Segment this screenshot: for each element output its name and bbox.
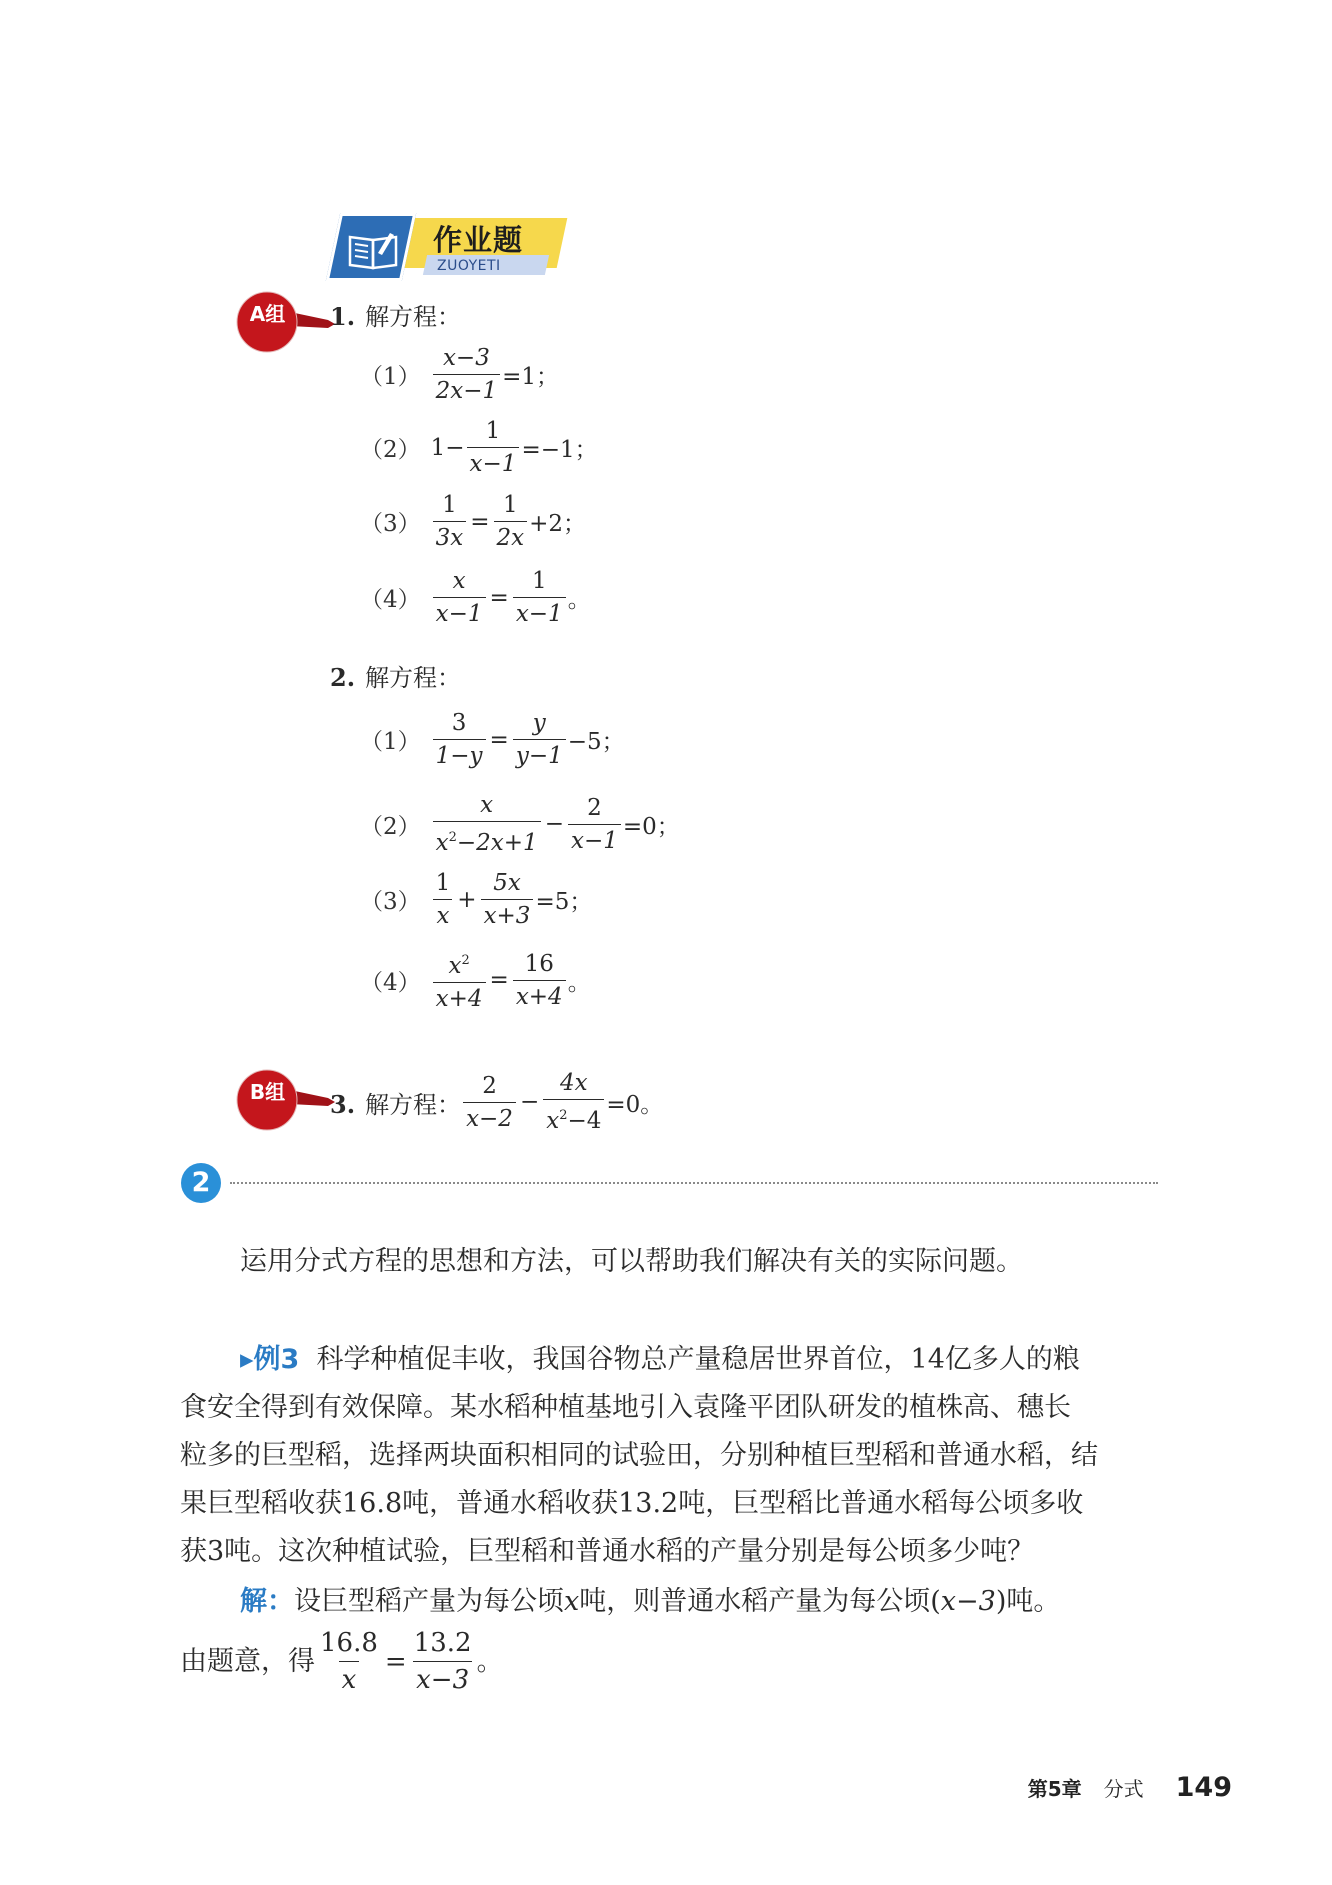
item-label: （3） (360, 889, 421, 915)
denominator-rest: −2x+1 (456, 830, 538, 856)
fraction (513, 710, 566, 769)
item-label: （2） (360, 437, 421, 463)
denominator: x (433, 899, 452, 929)
denominator: x+3 (481, 899, 534, 929)
operator: = (489, 967, 509, 993)
denominator-base: x (435, 830, 449, 856)
group-a-label: A组 (249, 302, 286, 326)
equation-1-2 (360, 418, 598, 477)
intro-paragraph: 运用分式方程的思想和方法，可以帮助我们解决有关的实际问题。 (240, 1246, 1023, 1277)
fraction (513, 951, 566, 1010)
equation-rhs: −5； (567, 729, 625, 755)
item-label: （1） (360, 364, 421, 390)
solution-label: 解： (240, 1586, 294, 1617)
fraction (433, 492, 467, 551)
fraction (513, 568, 566, 627)
numerator-base: x (448, 953, 462, 979)
operator: = (489, 584, 509, 611)
equation-1-4 (360, 568, 591, 627)
fraction (317, 1628, 381, 1695)
numerator: 16.8 (320, 1628, 378, 1658)
problem-1-number: 1. (330, 302, 356, 331)
denominator: 3x (433, 521, 467, 551)
equation-rhs: 。 (567, 587, 591, 613)
fraction (411, 1628, 475, 1695)
item-label: （4） (360, 969, 421, 996)
denominator: 2x−1 (433, 374, 501, 404)
numerator: 4x (560, 1070, 588, 1096)
equation-2-4 (360, 948, 591, 1012)
problem-1-heading (330, 297, 461, 332)
numerator (445, 948, 472, 982)
numerator: y (532, 710, 546, 736)
example-line-5: 获3吨。这次种植试验，巨型稻和普通水稻的产量分别是每公顷多少吨？ (180, 1536, 1035, 1567)
equation-2-3 (360, 870, 592, 929)
denominator-rest: −4 (567, 1108, 602, 1134)
denominator: x−1 (467, 447, 520, 477)
fraction (463, 1073, 516, 1132)
denominator: 2x (494, 521, 528, 551)
denominator-exponent: 2 (559, 1108, 568, 1123)
operator: = (470, 508, 490, 535)
denominator: x+4 (513, 980, 566, 1010)
equation-rhs: 。 (476, 1646, 503, 1677)
numerator-exponent: 2 (461, 953, 470, 968)
problem-2-number: 2. (330, 663, 356, 692)
equation-rhs: =0。 (606, 1091, 664, 1118)
solution-text: )吨。 (995, 1586, 1061, 1617)
equation-1-1 (360, 345, 559, 404)
solution-line-2 (180, 1628, 503, 1695)
numerator: 5x (493, 870, 521, 896)
numerator: 1 (485, 418, 501, 444)
numerator: 1 (531, 568, 547, 594)
denominator: x (339, 1661, 360, 1695)
solution-expression: x−3 (940, 1586, 996, 1617)
equation-rhs: =1； (502, 364, 560, 390)
denominator: x−1 (433, 597, 486, 627)
equation-2-2 (360, 792, 680, 856)
page-number: 149 (1175, 1772, 1232, 1803)
problem-3-heading (330, 1085, 461, 1120)
numerator: 1 (435, 870, 451, 896)
numerator: 16 (524, 950, 554, 977)
operator: − (519, 1089, 540, 1115)
numerator: 2 (587, 794, 602, 821)
fraction (467, 418, 520, 477)
item-label: （4） (360, 587, 421, 613)
solution-text: 设巨型稻产量为每公顷 (294, 1586, 564, 1617)
example-line-3: 粒多的巨型稻，选择两块面积相同的试验田，分别种植巨型稻和普通水稻，结 (180, 1440, 1098, 1471)
example-line-4: 果巨型稻收获16.8吨，普通水稻收获13.2吨，巨型稻比普通水稻每公顷多收 (180, 1488, 1084, 1519)
equation-2-1 (360, 710, 625, 769)
example-line-1 (180, 1336, 1160, 1384)
chapter-label: 第5章 (1027, 1777, 1082, 1801)
example-3 (180, 1336, 1160, 1576)
fraction (568, 795, 621, 854)
equation-prefix: 1− (430, 434, 465, 461)
page-footer (1028, 1772, 1232, 1803)
fraction (494, 492, 528, 551)
denominator: x−3 (413, 1661, 472, 1695)
equation-rhs: =−1； (521, 437, 598, 463)
group-b-label: B组 (249, 1080, 286, 1104)
denominator: 1−y (433, 739, 486, 769)
fraction (433, 710, 486, 769)
section-number-badge: 2 (181, 1163, 221, 1203)
operator: = (489, 726, 509, 753)
book-pen-icon (344, 225, 404, 271)
numerator: x−3 (442, 345, 490, 371)
denominator-base: x (546, 1108, 560, 1134)
section-divider (230, 1182, 1158, 1184)
example-label: ▸例3 (240, 1344, 300, 1375)
equation-1-3 (360, 492, 586, 551)
denominator-exponent: 2 (448, 830, 457, 845)
operator: − (544, 811, 564, 837)
fraction (481, 870, 534, 929)
section-title: 作业题 (433, 223, 524, 257)
fraction (433, 345, 501, 404)
fraction (433, 568, 486, 627)
fraction (543, 1070, 604, 1134)
fraction (433, 870, 454, 929)
problem-3-number: 3. (330, 1089, 356, 1119)
denominator: x−1 (568, 824, 621, 854)
solution-text: 吨，则普通水稻产量为每公顷( (579, 1586, 941, 1617)
example-line-2: 食安全得到有效保障。某水稻种植基地引入袁隆平团队研发的植株高、穗长 (180, 1392, 1071, 1423)
item-label: （1） (360, 729, 421, 755)
problem-3-text: 解方程： (365, 1090, 462, 1119)
solution-prefix: 由题意，得 (180, 1645, 315, 1677)
denominator: x−2 (463, 1102, 516, 1132)
chapter-topic: 分式 (1103, 1777, 1144, 1801)
numerator: x (452, 568, 466, 594)
problem-2-heading (330, 658, 461, 693)
numerator: 2 (482, 1072, 497, 1099)
equation-rhs: +2； (529, 511, 587, 537)
operator: + (457, 886, 477, 913)
section-subtitle: ZUOYETI (437, 258, 501, 274)
item-label: （2） (360, 813, 421, 840)
fraction (433, 948, 486, 1012)
equation-rhs: 。 (567, 969, 591, 996)
numerator: 3 (451, 710, 467, 736)
denominator: x+4 (433, 982, 486, 1012)
solution-variable: x (564, 1586, 580, 1617)
problem-1-text: 解方程： (365, 303, 462, 331)
equation-rhs: =5； (535, 889, 593, 915)
operator: = (384, 1646, 407, 1677)
denominator: x−1 (513, 597, 566, 627)
fraction (433, 792, 541, 856)
numerator: 13.2 (413, 1628, 472, 1658)
item-label: （3） (360, 511, 421, 537)
numerator: 1 (442, 492, 457, 518)
numerator: x (480, 792, 494, 818)
denominator (433, 821, 541, 856)
equation-rhs: =0； (622, 813, 680, 840)
equation-3 (330, 1070, 663, 1134)
solution-line-1 (240, 1578, 1060, 1626)
numerator: 1 (503, 492, 518, 518)
denominator (543, 1099, 604, 1134)
denominator: y−1 (513, 739, 566, 769)
problem-2-text: 解方程： (365, 664, 462, 692)
example-text: 科学种植促丰收，我国谷物总产量稳居世界首位，14亿多人的粮 (316, 1344, 1080, 1375)
